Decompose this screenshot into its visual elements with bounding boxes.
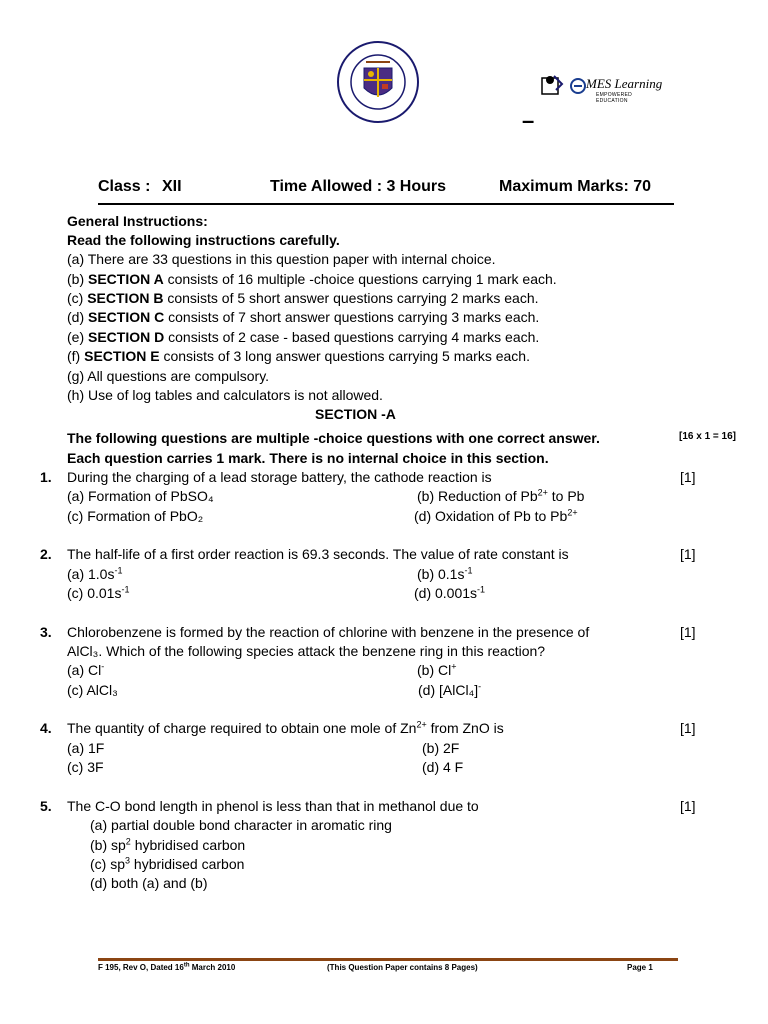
question-text: The half-life of a first order reaction is 69.3 seconds. The value of rate constant is bbox=[67, 546, 569, 562]
time-allowed: Time Allowed : 3 Hours bbox=[270, 178, 447, 195]
option-a: (a) $1.0s^{-1}$ bbox=[67, 565, 123, 582]
emes-learning-logo bbox=[540, 70, 665, 102]
section-a-intro-1: The following questions are multiple -choice questions with one correct answer. bbox=[67, 430, 600, 446]
section-a-marks-total: [16 x 1 = 16] bbox=[679, 431, 736, 442]
question-marks: [1] bbox=[680, 798, 696, 814]
option-b: (b) Reduction of $Pb^{2+}$ to Pb bbox=[417, 487, 585, 504]
question-text: The quantity of charge required to obtain one mole of $Zn^{2+}$ from ZnO is bbox=[67, 719, 504, 736]
section-a-intro-2: Each question carries 1 mark. There is no internal choice in this section. bbox=[67, 450, 549, 466]
instruction-item: (b) SECTION A consists of 16 multiple -choice questions carrying 1 mark each. bbox=[67, 271, 557, 287]
option-b: (b) Cl+ bbox=[417, 661, 457, 678]
footer-form-ref: F 195, Rev O, Dated 16th March 2010 bbox=[98, 962, 236, 972]
class-value: XII bbox=[162, 178, 182, 195]
instruction-item: (e) SECTION D consists of 2 case - based questions carrying 4 marks each. bbox=[67, 329, 540, 345]
emes-logo-subtext: EMPOWERED EDUCATION bbox=[596, 92, 633, 104]
header-dash: – bbox=[522, 108, 535, 133]
option-b: (b) $0.1s^{-1}$ bbox=[417, 565, 473, 582]
header-divider bbox=[98, 203, 674, 205]
question-text-cont: AlCl₃. Which of the following species attack the benzene ring in this reaction? bbox=[67, 643, 546, 659]
option-d: (d) $0.001s^{-1}$ bbox=[414, 584, 486, 601]
instruction-item: (c) SECTION B consists of 5 short answer questions carrying 2 marks each. bbox=[67, 290, 539, 306]
emes-logo-text: MES Learning bbox=[586, 76, 663, 91]
footer-page-count: (This Question Paper contains 8 Pages) bbox=[327, 963, 478, 972]
instruction-item: (d) SECTION C consists of 7 short answer questions carrying 3 marks each. bbox=[67, 309, 540, 325]
question-marks: [1] bbox=[680, 469, 696, 485]
option-b: (b) $sp^2$ hybridised carbon bbox=[90, 836, 246, 853]
option-b: (b) 2F bbox=[422, 740, 460, 756]
question-number: 1. bbox=[40, 469, 52, 485]
question-text: The C-O bond length in phenol is less than that in methanol due to bbox=[67, 798, 479, 814]
question-marks: [1] bbox=[680, 720, 696, 736]
instruction-item: (g) All questions are compulsory. bbox=[67, 368, 270, 384]
school-logo bbox=[336, 40, 420, 124]
footer-page-number: Page 1 bbox=[627, 963, 653, 972]
class-label: Class : bbox=[98, 178, 151, 195]
instruction-item: (h) Use of log tables and calculators is not allowed. bbox=[67, 387, 383, 403]
option-d: (d) both (a) and (b) bbox=[90, 875, 208, 891]
maximum-marks: Maximum Marks: 70 bbox=[499, 178, 652, 195]
option-c: (c) Formation of PbO₂ bbox=[67, 508, 204, 524]
option-a: (a) Formation of PbSO₄ bbox=[67, 488, 214, 504]
question-number: 4. bbox=[40, 720, 52, 736]
instructions-subtitle: Read the following instructions carefully. bbox=[67, 232, 340, 248]
option-c: (c) $0.01s^{-1}$ bbox=[67, 584, 130, 601]
question-number: 5. bbox=[40, 798, 52, 814]
option-c: (c) 3F bbox=[67, 759, 104, 775]
option-a: (a) Cl- bbox=[67, 661, 105, 678]
question-number: 2. bbox=[40, 546, 52, 562]
question-text: Chlorobenzene is formed by the reaction of chlorine with benzene in the presence of bbox=[67, 624, 590, 640]
instruction-item: (f) SECTION E consists of 3 long answer questions carrying 5 marks each. bbox=[67, 348, 530, 364]
option-d: (d) [AlCl₄]- bbox=[418, 681, 482, 698]
question-marks: [1] bbox=[680, 546, 696, 562]
question-text: During the charging of a lead storage battery, the cathode reaction is bbox=[67, 469, 492, 485]
question-marks: [1] bbox=[680, 624, 696, 640]
option-c: (c) AlCl₃ bbox=[67, 682, 118, 698]
instruction-item: (a) There are 33 questions in this question paper with internal choice. bbox=[67, 251, 496, 267]
footer-divider bbox=[98, 958, 678, 961]
option-a: (a) 1F bbox=[67, 740, 105, 756]
section-a-title: SECTION -A bbox=[315, 406, 396, 422]
instructions-title: General Instructions: bbox=[67, 213, 208, 229]
option-d: (d) Oxidation of Pb to $Pb^{2+}$ bbox=[414, 507, 578, 524]
option-c: (c) $sp^3$ hybridised carbon bbox=[90, 855, 245, 872]
option-d: (d) 4 F bbox=[422, 759, 464, 775]
question-number: 3. bbox=[40, 624, 52, 640]
option-a: (a) partial double bond character in aromatic ring bbox=[90, 817, 392, 833]
